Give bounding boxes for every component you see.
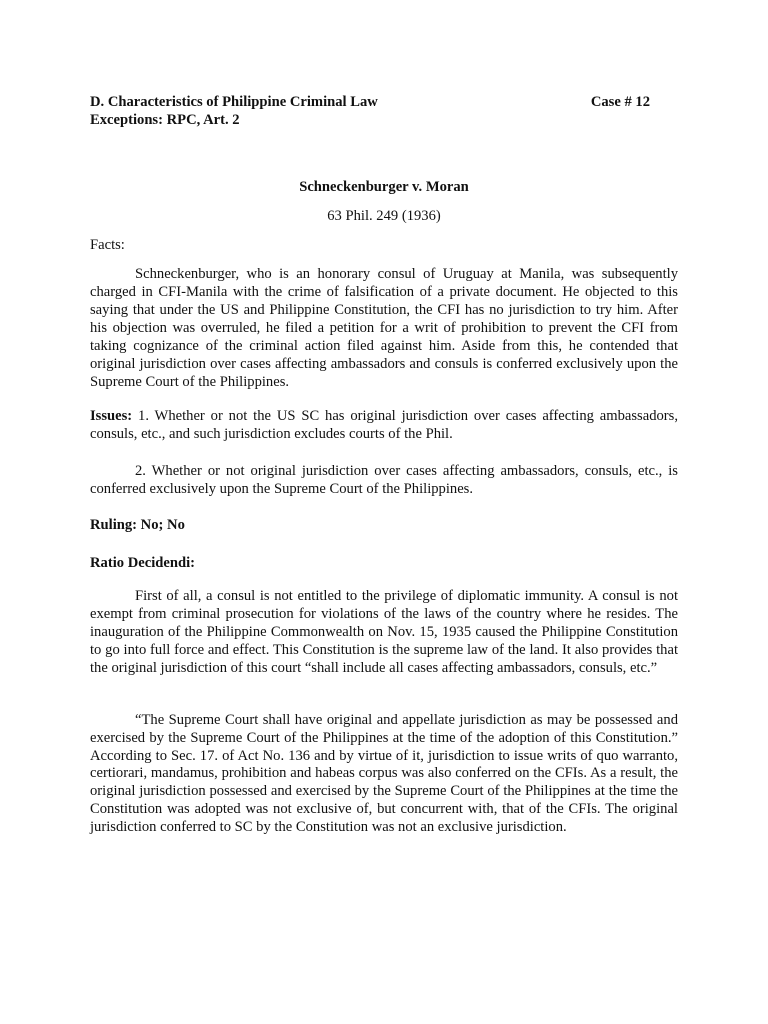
facts-label: Facts: — [90, 237, 125, 253]
facts-paragraph: Schneckenburger, who is an honorary consul of Uruguay at Manila, was subsequently charged in CFI-Manila with the crime of falsification of a private document. He objected to this saying that under the US and Philippine Constitution, the CFI has no jurisdiction to try him. After his objection was overruled, he filed a petition for a writ of prohibition to prevent the CFI from taking cognizance of the criminal action filed against him. Aside from this, he contended that original jurisdiction over cases affecting ambassadors and consuls is conferred exclusively upon the Supreme Court of the Philippines. — [90, 266, 678, 390]
issue-1 — [90, 407, 678, 443]
issues-label: Issues: — [90, 408, 133, 424]
ratio-label: Ratio Decidendi: — [90, 555, 195, 571]
issue-2: 2. Whether or not original jurisdiction over cases affecting ambassadors, consuls, etc., is conferred exclusively upon the Supreme Court of the Philippines. — [90, 463, 678, 497]
ratio-paragraph-1: First of all, a consul is not entitled to the privilege of diplomatic immunity. A consul is not exempt from criminal prosecution for violations of the laws of the country where he resides. The inauguration of the Philippine Commonwealth on Nov. 15, 1935 caused the Philippine Constitution to go into full force and effect. This Constitution is the supreme law of the land. It also provides that the original jurisdiction of this court “shall include all cases affecting ambassadors, consuls, etc.” — [90, 588, 678, 676]
issue-1-text: 1. Whether or not the US SC has original jurisdiction over cases affecting ambassadors, consuls, etc., and such jurisdiction excludes courts of the Phil. — [90, 408, 678, 442]
case-number: Case # 12 — [590, 94, 650, 110]
document-header — [90, 93, 678, 129]
ruling-line: Ruling: No; No — [90, 517, 185, 533]
exceptions-line: Exceptions: RPC, Art. 2 — [90, 112, 240, 128]
section-heading: D. Characteristics of Philippine Criminal Law — [90, 94, 378, 110]
ratio-paragraph-2: “The Supreme Court shall have original and appellate jurisdiction as may be possessed and exercised by the Supreme Court of the Philippines at the time of the adoption of this Constitution.” According to Sec. 17. of Act No. 136 and by virtue of it, jurisdiction to issue writs of quo warranto, certiorari, mandamus, prohibition and habeas corpus was also conferred on the CFIs. As a result, the original jurisdiction possessed and exercised by the Supreme Court of the Philippines at the time the Constitution was adopted was not exclusive of, but concurrent with, that of the CFIs. The original jurisdiction conferred to SC by the Constitution was not an exclusive jurisdiction. — [90, 712, 678, 835]
case-title: Schneckenburger v. Moran — [299, 179, 469, 195]
case-citation: 63 Phil. 249 (1936) — [327, 208, 441, 224]
